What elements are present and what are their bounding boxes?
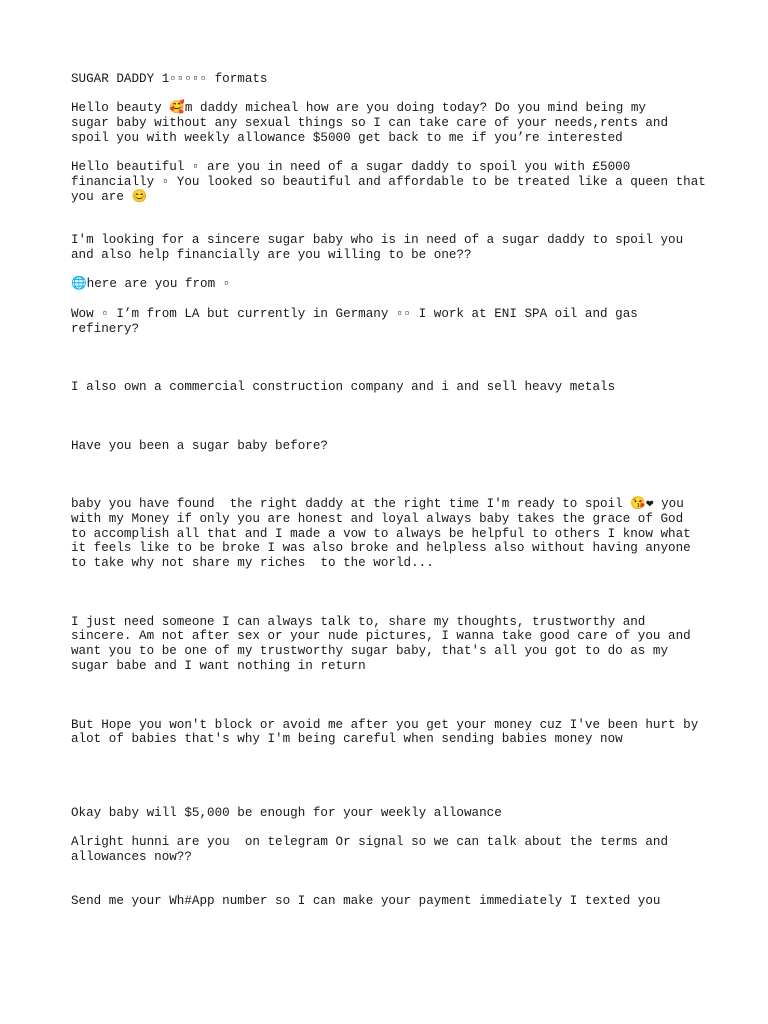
paragraph-line: But Hope you won't block or avoid me after you get your money cuz I've been hurt by bbox=[71, 718, 699, 732]
paragraph-line: allowances now?? bbox=[71, 850, 192, 864]
paragraph-line: refinery? bbox=[71, 322, 140, 336]
paragraph-line: to take why not share my riches to the world... bbox=[71, 556, 434, 570]
paragraph-line: 🌐here are you from ▫ bbox=[71, 277, 231, 291]
paragraph-line: spoil you with weekly allowance $5000 get back to me if you’re interested bbox=[71, 131, 623, 145]
paragraph-line: financially ▫ You looked so beautiful and affordable to be treated like a queen that bbox=[71, 175, 706, 189]
paragraph-line: Alright hunni are you on telegram Or signal so we can talk about the terms and bbox=[71, 835, 669, 849]
paragraph-line: sincere. Am not after sex or your nude pictures, I wanna take good care of you and bbox=[71, 629, 691, 643]
paragraph-line: with my Money if only you are honest and loyal always baby takes the grace of God bbox=[71, 512, 684, 526]
paragraph-line: to accomplish all that and I made a vow to always be helpful to others I know what bbox=[71, 527, 691, 541]
paragraph-line: it feels like to be broke I was also broke and helpless also without having anyone bbox=[71, 541, 691, 555]
paragraph-line: I'm looking for a sincere sugar baby who is in need of a sugar daddy to spoil you bbox=[71, 233, 684, 247]
paragraph-line: I just need someone I can always talk to, share my thoughts, trustworthy and bbox=[71, 615, 646, 629]
paragraph-line: Hello beauty 🥰m daddy micheal how are you doing today? Do you mind being my bbox=[71, 101, 646, 115]
paragraph-line: alot of babies that's why I'm being careful when sending babies money now bbox=[71, 732, 623, 746]
paragraph-line: you are 😊 bbox=[71, 190, 148, 204]
paragraph-line: Wow ▫ I’m from LA but currently in Germany ▫▫ I work at ENI SPA oil and gas bbox=[71, 307, 638, 321]
paragraph-line: baby you have found the right daddy at the right time I'm ready to spoil 😘❤ you bbox=[71, 497, 684, 511]
paragraph-line: Okay baby will $5,000 be enough for your weekly allowance bbox=[71, 806, 502, 820]
paragraph-line: Send me your Wh#App number so I can make your payment immediately I texted you bbox=[71, 894, 661, 908]
paragraph-line: and also help financially are you willing to be one?? bbox=[71, 248, 472, 262]
document-title: SUGAR DADDY 1▫▫▫▫▫ formats bbox=[71, 72, 268, 86]
paragraph-line: sugar babe and I want nothing in return bbox=[71, 659, 366, 673]
paragraph-line: want you to be one of my trustworthy sugar baby, that's all you got to do as my bbox=[71, 644, 669, 658]
paragraph-line: Hello beautiful ▫ are you in need of a sugar daddy to spoil you with £5000 bbox=[71, 160, 631, 174]
paragraph-line: I also own a commercial construction company and i and sell heavy metals bbox=[71, 380, 616, 394]
paragraph-line: sugar baby without any sexual things so I can take care of your needs,rents and bbox=[71, 116, 669, 130]
paragraph-line: Have you been a sugar baby before? bbox=[71, 439, 328, 453]
